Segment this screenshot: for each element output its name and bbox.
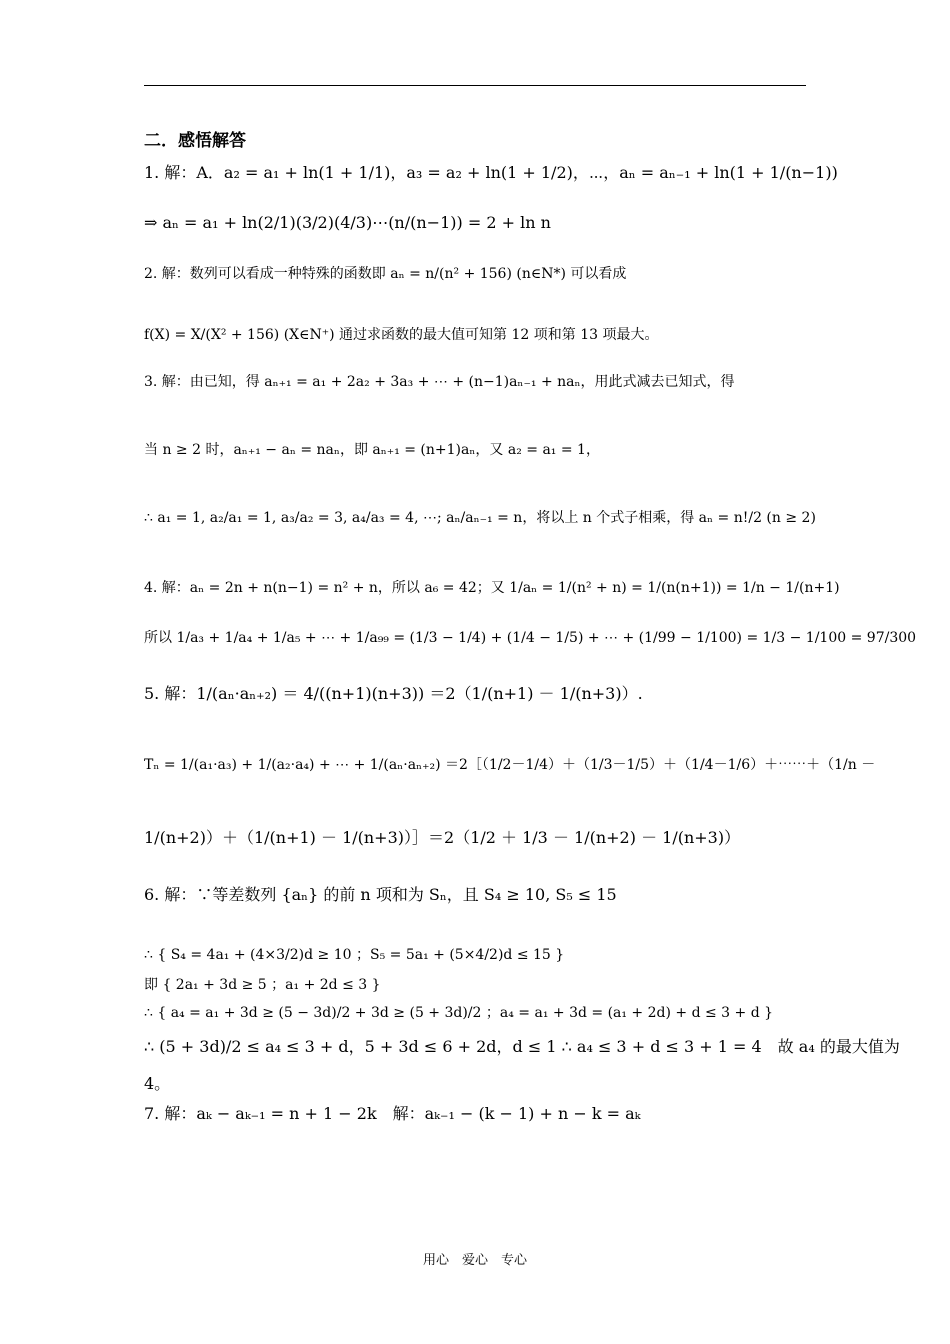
solution-2-line-1: 2. 解：数列可以看成一种特殊的函数即 aₙ = n/(n² + 156) (n∈N*) 可以看成 xyxy=(144,266,627,282)
section-title: 二．感悟解答 xyxy=(144,131,246,151)
solution-4-line-2: 所以 1/a₃ + 1/a₄ + 1/a₅ + ⋯ + 1/a₉₉ = (1/3 − 1/4) + (1/4 − 1/5) + ⋯ + (1/99 − 1/100) = 1/3 − 1/100 = 97/300 xyxy=(144,630,917,646)
solution-3-line-1: 3. 解：由已知，得 aₙ₊₁ = a₁ + 2a₂ + 3a₃ + ⋯ + (n−1)aₙ₋₁ + naₙ，用此式减去已知式，得 xyxy=(144,374,735,390)
header-rule xyxy=(144,85,806,86)
solution-7-line-1: 7. 解：aₖ − aₖ₋₁ = n + 1 − 2k 解：aₖ₋₁ − (k − 1) + n − k = aₖ xyxy=(144,1104,641,1123)
solution-3-line-2: 当 n ≥ 2 时，aₙ₊₁ − aₙ = naₙ，即 aₙ₊₁ = (n+1)aₙ，又 a₂ = a₁ = 1， xyxy=(144,442,600,458)
solution-2-line-2: f(X) = X/(X² + 156) (X∈N⁺) 通过求函数的最大值可知第 12 项和第 13 项最大。 xyxy=(144,327,659,343)
solution-6-system-2: 即 { 2a₁ + 3d ≥ 5 ；a₁ + 2d ≤ 3 } xyxy=(144,977,381,993)
solution-4-line-1: 4. 解：aₙ = 2n + n(n−1) = n² + n，所以 a₆ = 42；又 1/aₙ = 1/(n² + n) = 1/(n(n+1)) = 1/n − 1/(n+1) xyxy=(144,580,840,596)
solution-6-line-2: ∴ (5 + 3d)/2 ≤ a₄ ≤ 3 + d，5 + 3d ≤ 6 + 2d，d ≤ 1 ∴ a₄ ≤ 3 + d ≤ 3 + 1 = 4 故 a₄ 的最大值为 xyxy=(144,1037,900,1056)
solution-1-line-2: ⇒ aₙ = a₁ + ln(2/1)(3/2)(4/3)⋯(n/(n−1)) = 2 + ln n xyxy=(144,213,551,232)
solution-1-line-1: 1. 解：A．a₂ = a₁ + ln(1 + 1/1)，a₃ = a₂ + ln(1 + 1/2)，⋯，aₙ = aₙ₋₁ + ln(1 + 1/(n−1)) xyxy=(144,163,838,182)
solution-5-line-2: Tₙ = 1/(a₁·a₃) + 1/(a₂·a₄) + ⋯ + 1/(aₙ·aₙ₊₂) ＝2［（1/2－1/4）＋（1/3－1/5）＋（1/4－1/6）＋⋯⋯＋（1/n － xyxy=(144,757,876,773)
solution-6-system-3: ∴ { a₄ = a₁ + 3d ≥ (5 − 3d)/2 + 3d ≥ (5 + 3d)/2 ；a₄ = a₁ + 3d = (a₁ + 2d) + d ≤ 3 + d } xyxy=(144,1005,774,1021)
solution-6-line-3: 4。 xyxy=(144,1074,171,1093)
solution-6-line-1: 6. 解：∵等差数列 {aₙ} 的前 n 项和为 Sₙ，且 S₄ ≥ 10, S₅ ≤ 15 xyxy=(144,885,617,904)
solution-5-line-1: 5. 解：1/(aₙ·aₙ₊₂) ＝ 4/((n+1)(n+3)) ＝2（1/(n+1) － 1/(n+3)）. xyxy=(144,684,643,703)
solution-5-line-3: 1/(n+2)）＋（1/(n+1) － 1/(n+3)）］＝2（1/2 ＋ 1/3 － 1/(n+2) － 1/(n+3)） xyxy=(144,828,741,847)
solution-6-system-1: ∴ { S₄ = 4a₁ + (4×3/2)d ≥ 10 ；S₅ = 5a₁ + (5×4/2)d ≤ 15 } xyxy=(144,947,565,963)
solution-3-line-3: ∴ a₁ = 1, a₂/a₁ = 1, a₃/a₂ = 3, a₄/a₃ = 4, ⋯; aₙ/aₙ₋₁ = n，将以上 n 个式子相乘，得 aₙ = n!/2 (n ≥ 2) xyxy=(144,510,816,526)
page-footer: 用心 爱心 专心 xyxy=(422,1253,527,1268)
